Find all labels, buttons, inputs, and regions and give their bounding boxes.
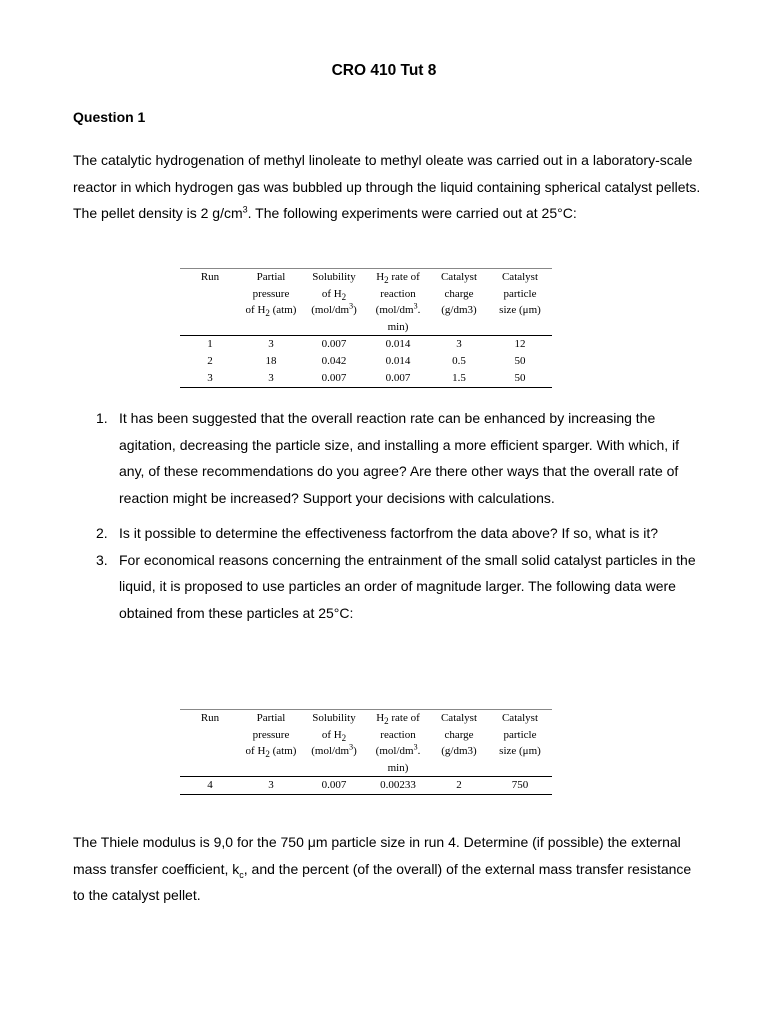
cell-run: 4 (207, 779, 213, 791)
intro-paragraph: The catalytic hydrogenation of methyl linoleate to methyl oleate was carried out in a laboratory-scale reactor in which hydrogen gas was bubbled up through the liquid containing spherical catalyst pellets. The pellet density is 2 $g/cm^3$. The following experiments were carried out at 25°C: (73, 152, 701, 221)
header-particle-size: Catalyst particle size (μm) (499, 712, 541, 757)
cell-rate: 0.007 (385, 372, 411, 384)
cell-charge: 1.5 (452, 372, 466, 384)
cell-solubility: 0.007 (321, 338, 347, 350)
cell-rate: 0.00233 (380, 779, 416, 791)
list-item: 1. It has been suggested that the overall reaction rate can be enhanced by increasing the agitation, decreasing the particle size, and installing a more efficient sparger. With which, if any, of these recommendations do you agree? Are there other ways that the overall rate of reaction might be increased? Support your decisions with calculations. (96, 410, 680, 506)
header-partial-pressure: Partial pressure of $H_2$ (atm) (245, 271, 297, 319)
table-row (180, 370, 552, 388)
cell-solubility: 0.042 (321, 355, 347, 367)
closing-paragraph: The Thiele modulus is 9,0 for the 750 μm particle size in run 4. Determine (if possible) the external mass transfer coefficient, $k_c$, and the percent (of the overall) of the external mass transfer resistance to the catalyst pellet. (73, 834, 692, 903)
cell-rate: 0.014 (385, 338, 411, 350)
experiment-table-2 (180, 709, 552, 795)
cell-solubility: 0.007 (321, 372, 347, 384)
header-catalyst-charge: Catalyst charge (g/dm3) (440, 271, 478, 316)
cell-pressure: 3 (268, 779, 274, 791)
header-solubility: Solubility of $H_2$ $(mol/dm^3)$ (311, 712, 357, 757)
cell-pressure: 3 (268, 372, 274, 384)
header-particle-size: Catalyst particle size (μm) (499, 271, 541, 316)
list-item: 2. Is it possible to determine the effectiveness factorfrom the data above? If so, what is it? (96, 525, 659, 541)
header-rate: $H_2$ rate of reaction ($mol/dm^3$. min) (375, 271, 421, 333)
cell-charge: 3 (456, 338, 462, 350)
cell-run: 1 (207, 338, 213, 350)
cell-size: 50 (514, 355, 526, 367)
header-run: Run (200, 271, 220, 283)
question-list (73, 405, 698, 626)
header-partial-pressure: Partial pressure of $H_2$ (atm) (245, 712, 297, 760)
experiment-table-1 (180, 268, 552, 388)
header-rate: $H_2$ rate of reaction ($mol/dm^3$. min) (375, 712, 421, 774)
cell-charge: 0.5 (452, 355, 466, 367)
cell-solubility: 0.007 (321, 779, 347, 791)
cell-pressure: 3 (268, 338, 274, 350)
cell-pressure: 18 (265, 355, 277, 367)
cell-size: 12 (514, 338, 526, 350)
question-heading: Question 1 (73, 109, 146, 125)
cell-charge: 2 (456, 779, 462, 791)
header-run: Run (200, 712, 220, 724)
header-solubility: Solubility of $H_2$ $(mol/dm^3)$ (311, 271, 357, 316)
cell-rate: 0.014 (385, 355, 411, 367)
cell-size: 750 (511, 779, 529, 791)
cell-size: 50 (514, 372, 526, 384)
table-row (180, 777, 552, 795)
cell-run: 3 (207, 372, 213, 384)
table-row (180, 336, 552, 354)
table-row (180, 353, 552, 370)
table-header-row (180, 710, 552, 777)
table-header-row (180, 269, 552, 336)
list-item: 3. For economical reasons concerning the entrainment of the small solid catalyst particles in the liquid, it is proposed to use particles an order of magnitude larger. The following data were obtained from these particles at 25°C: (96, 551, 696, 621)
header-catalyst-charge: Catalyst charge (g/dm3) (440, 712, 478, 757)
cell-run: 2 (207, 355, 213, 367)
page-title: CRO 410 Tut 8 (331, 62, 437, 79)
